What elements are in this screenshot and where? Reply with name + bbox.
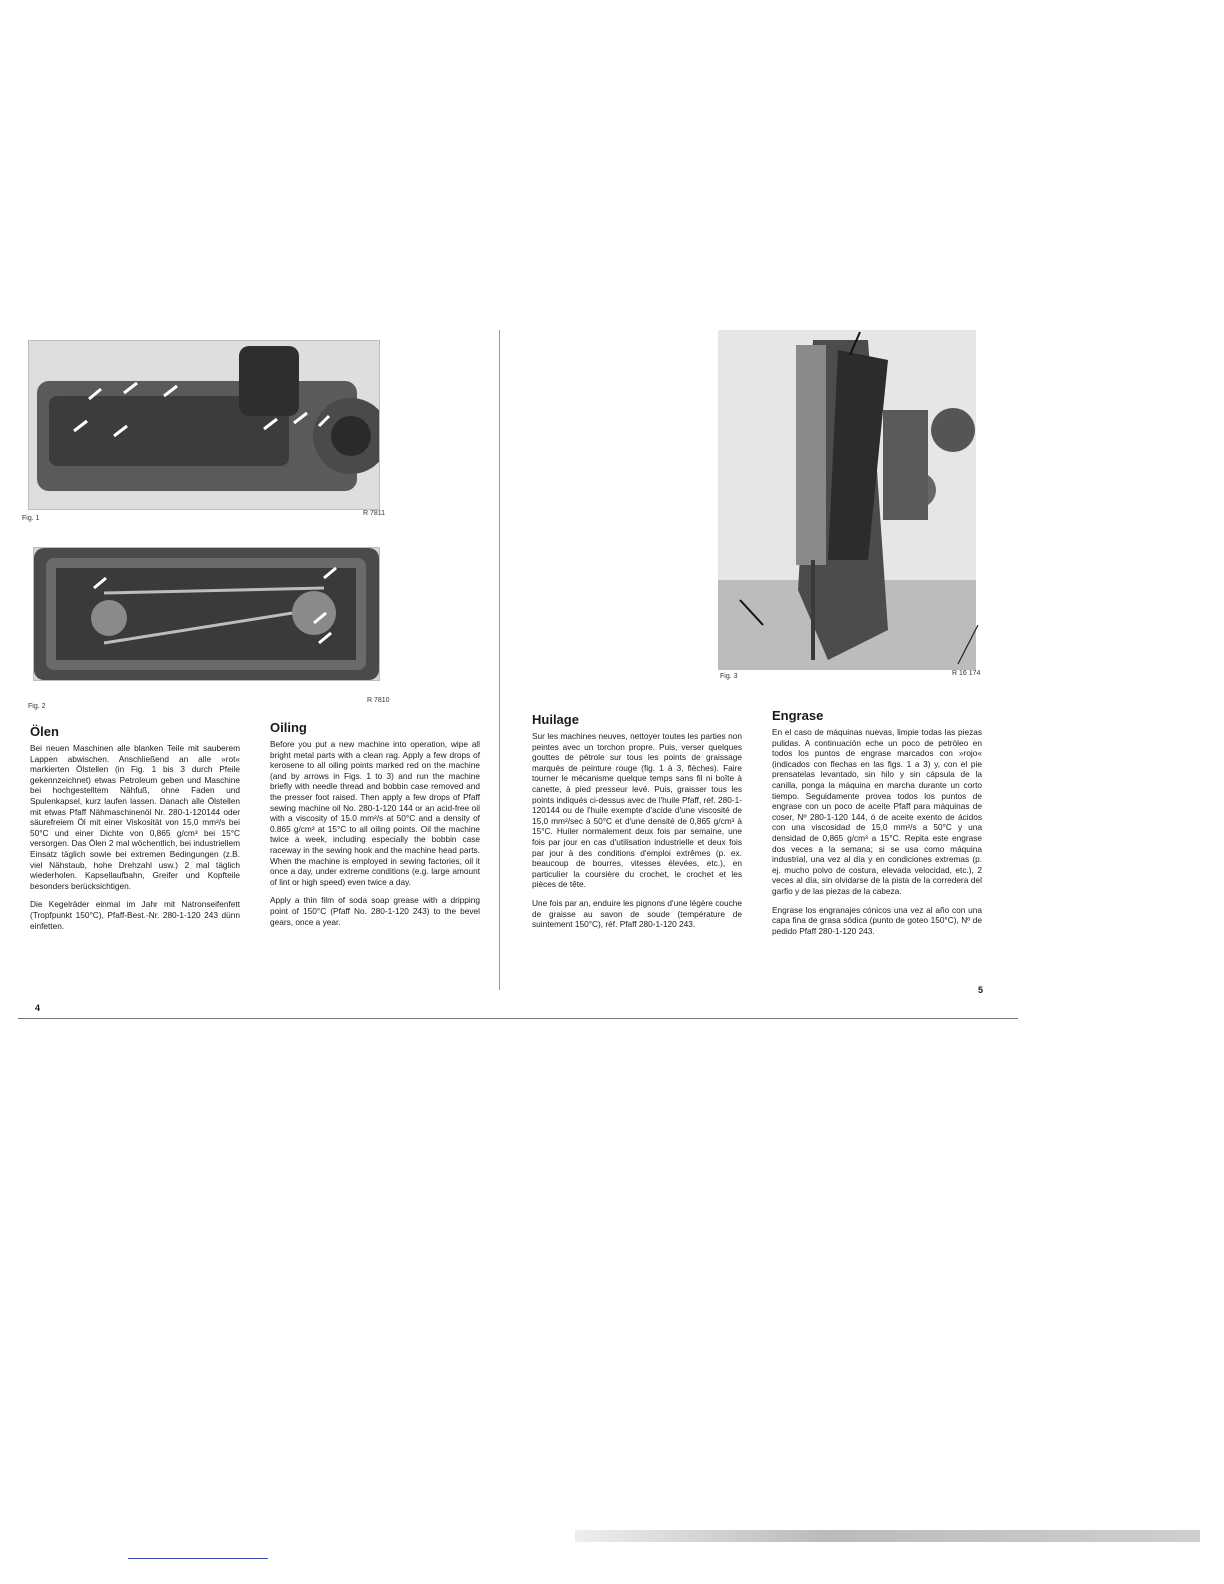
fig2-code: R 7810 xyxy=(367,697,390,704)
fig2-label: Fig. 2 xyxy=(28,703,46,710)
spanish-heading: Engrase xyxy=(772,708,824,723)
fig1-photo xyxy=(28,340,380,510)
german-paragraph-1: Bei neuen Maschinen alle blanken Teile mit sauberem Lappen abwischen. Anschließend an alle »rot« markierten Ölstellen (in Fig. 1 bis 3 durch Pfeile gekennzeichnet) etwas Petroleum geben und Maschine bei hochgestelltem Nähfuß, ohne Faden und Spulenkapsel, kurz laufen lassen. Danach alle Ölstellen mit etwas Pfaff Nähmaschinenöl Nr. 280-1-120144 oder säurefreiem Öl mit einer Viskosität von 15,0 mm²/s bei 50°C und einer Dichte von 0,865 g/cm³ bei 15°C versorgen. Das Ölen 2 mal wöchentlich, bei industriellem Einsatz täglich sowie bei extremen Bedingungen (z.B. viel Nähstaub, hohe Drehzahl usw.) 2 mal täglich wiederholen. Kapsellaufbahn, Greifer und Kopfteile besonders berücksichtigen. xyxy=(30,743,240,891)
fig3-label: Fig. 3 xyxy=(720,673,738,680)
english-paragraph-1: Before you put a new machine into operation, wipe all bright metal parts with a clean rag. Apply a few drops of kerosene to all oiling points marked red on the machine (and by arrows in Figs. 1 to 3) and run the machine briefly with needle thread and bobbin case removed and the presser foot raised. Then apply a few drops of Pfaff sewing machine oil No. 280-1-120 144 or an acid-free oil with a viscosity of 15.0 mm²/s at 50°C and a density of 0.865 g/cm³ at 15°C to all oiling points. Oil the machine twice a week, including especially the bobbin case raceway in the sewing hook and the machine head parts. When the machine is employed in sewing factories, oil it once a day, under extreme conditions (e.g. large amount of lint or high speed) even twice a day. xyxy=(270,739,480,887)
fig2-photo xyxy=(33,547,380,681)
page-number-right: 5 xyxy=(978,985,984,995)
french-paragraph-2: Une fois par an, enduire les pignons d'une légère couche de graisse au savon de soude (température de suintement 150°C), réf. Pfaff 280-1-120 243. xyxy=(532,897,742,930)
english-paragraph-2: Apply a thin film of soda soap grease with a dripping point of 150°C (Pfaff No. 280-1-120 243) to the bevel gears, once a year. xyxy=(270,895,480,927)
scan-edge-bar xyxy=(575,1530,1200,1542)
fig1-code: R 7811 xyxy=(363,510,386,517)
english-heading: Oiling xyxy=(270,720,307,735)
fig2-machine-illustration xyxy=(34,548,379,680)
fig3-pointer-line xyxy=(950,620,990,670)
fig3-code: R 16 174 xyxy=(952,670,981,677)
fig1-label: Fig. 1 xyxy=(22,515,40,522)
spanish-paragraph-1: En el caso de máquinas nuevas, limpie todas las piezas pulidas. A continuación eche un poco de petróleo en todos los puntos de engrase marcados con »rojo« (indicados con flechas en las figs. 1 a 3) y, con el pie prensatelas levantado, sin hilo y sin cápsula de la canilla, ponga la máquina en marcha durante un corto tiempo. Seguidamente provea todos los puntos de engrase con un poco de aceite Pfaff para máquinas de coser, Nº 280-1-120 144, ó de aceite exento de ácidos con una viscosidad de 15,0 mm²/s a 50°C y una densidad de 0,865 g/cm³ a 15°C. Repita este engrase dos veces a la semana; si se usa como máquina industrial, una vez al día y en condiciones extremas (p. ej. mucho polvo de costura, elevada velocidad, etc.), 2 veces al día, sin olvidarse de la pista de la corredera del garfio y de las piezas de la cabeza. xyxy=(772,727,982,896)
fig3-machine-illustration xyxy=(718,330,976,670)
german-heading: Ölen xyxy=(30,724,59,739)
fig1-machine-illustration xyxy=(29,341,379,509)
spanish-paragraph-2: Engrase los engranajes cónicos una vez al año con una capa fina de grasa sódica (punto de goteo 150°C), Nº de pedido Pfaff 280-1-120 243. xyxy=(772,904,982,936)
bottom-rule xyxy=(18,1018,1018,1019)
spanish-column xyxy=(772,708,982,944)
french-heading: Huilage xyxy=(532,712,579,727)
french-paragraph-1: Sur les machines neuves, nettoyer toutes les parties non peintes avec un torchon propre. Puis, verser quelques gouttes de pétrole sur tous les points de graissage marqués de peinture rouge (fig. 1 à 3, flèches). Faire tourner le mécanisme quelque temps sans fil ni boîte à canette, à pied presseur levé. Puis, graisser tous les points indiqués ci-dessus avec de l'huile Pfaff, réf. 280-1-120144 ou de l'huile exempte d'acide d'une viscosité de 15,0 mm²/sec à 50°C et d'une densité de 0,865 g/cm³ à 15°C. Huiler normalement deux fois par semaine, une fois par jour en cas d'utilisation industrielle et deux fois par jour à des conditions d'emploi extrêmes (p. ex. beaucoup de bourres, vitesses élevées, etc.), en particulier la coursière du crochet, le crochet et les pièces de tête. xyxy=(532,731,742,890)
german-paragraph-2: Die Kegelräder einmal im Jahr mit Natronseifenfett (Tropfpunkt 150°C), Pfaff-Best.-Nr. 280-1-120 243 dünn einfetten. xyxy=(30,899,240,931)
english-column xyxy=(270,720,480,935)
scan-edge-line xyxy=(128,1558,268,1559)
page-number-left: 4 xyxy=(35,1003,41,1013)
page-gutter xyxy=(499,330,500,990)
french-column xyxy=(532,712,742,938)
german-column xyxy=(30,724,240,939)
fig3-photo xyxy=(718,330,976,670)
